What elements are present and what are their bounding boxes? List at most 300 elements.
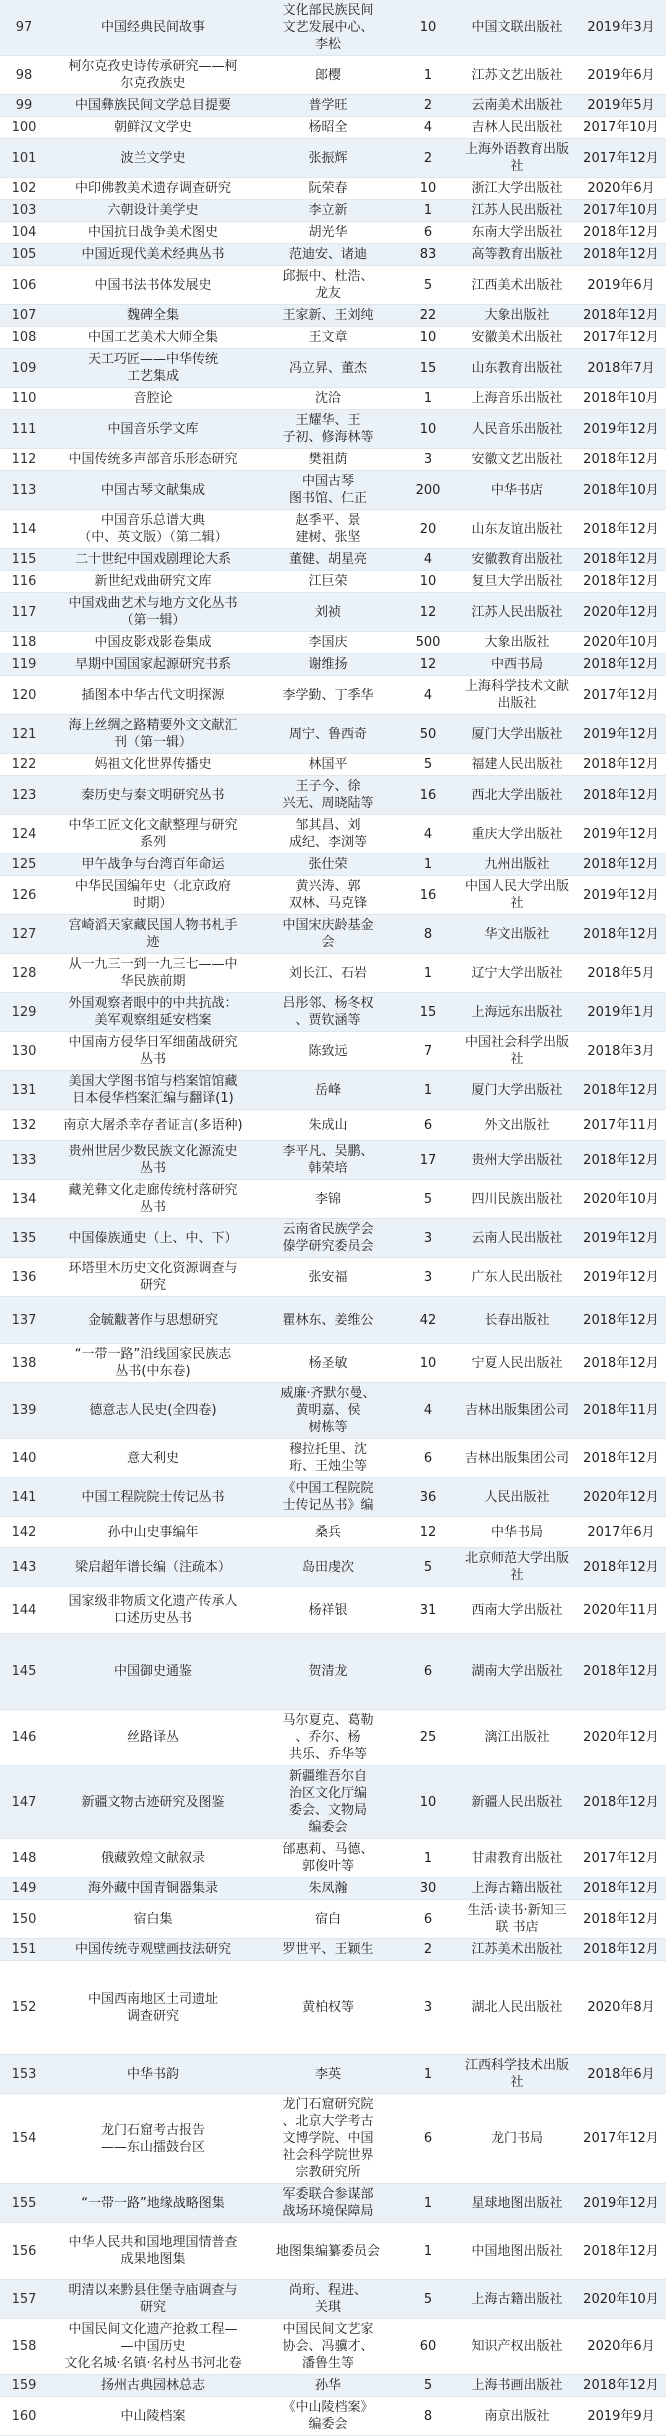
table-row (0, 1939, 666, 1961)
cell-author: 朱凤瀚 (258, 1878, 398, 1900)
cell-title: 二十世纪中国戏剧理论大系 (48, 549, 258, 571)
cell-pub: 江苏文艺出版社 (458, 56, 576, 95)
table-row (0, 1110, 666, 1141)
cell-date: 2018年12月 (576, 449, 666, 471)
cell-author: 新疆维吾尔自 治区文化厅编 委会、文物局 编委会 (258, 1766, 398, 1839)
cell-no: 115 (0, 549, 48, 571)
cell-vol: 60 (398, 2319, 458, 2375)
cell-title: “一带一路”沿线国家民族志 丛书(中东卷) (48, 1344, 258, 1383)
table-row (0, 654, 666, 676)
cell-author: 李立新 (258, 200, 398, 222)
cell-title: 中国工程院院士传记丛书 (48, 1478, 258, 1517)
cell-vol: 6 (398, 1900, 458, 1939)
table-row (0, 854, 666, 876)
cell-no: 105 (0, 244, 48, 266)
cell-no: 111 (0, 410, 48, 449)
cell-date: 2019年12月 (576, 876, 666, 915)
cell-vol: 3 (398, 449, 458, 471)
cell-author: 范迪安、诸迪 (258, 244, 398, 266)
cell-no: 152 (0, 1961, 48, 2055)
cell-author: 冯立昇、董杰 (258, 349, 398, 388)
cell-no: 158 (0, 2319, 48, 2375)
cell-title: 德意志人民史(全四卷) (48, 1383, 258, 1439)
cell-title: 中国书法书体发展史 (48, 266, 258, 305)
cell-author: 张安福 (258, 1258, 398, 1297)
cell-pub: 上海音乐出版社 (458, 388, 576, 410)
table-row (0, 954, 666, 993)
cell-no: 144 (0, 1587, 48, 1634)
cell-pub: 生活·读书·新知三联 书店 (458, 1900, 576, 1939)
cell-date: 2017年12月 (576, 676, 666, 715)
cell-author: 地图集编纂委员会 (258, 2223, 398, 2280)
table-row (0, 1710, 666, 1766)
table-row (0, 1900, 666, 1939)
cell-no: 160 (0, 2397, 48, 2436)
cell-pub: 贵州大学出版社 (458, 1141, 576, 1180)
cell-title: 六朝设计美学史 (48, 200, 258, 222)
table-row (0, 305, 666, 327)
cell-no: 125 (0, 854, 48, 876)
cell-pub: 重庆大学出版社 (458, 815, 576, 854)
cell-title: 明清以来黔县住堡寺庙调查与 研究 (48, 2280, 258, 2319)
cell-pub: 吉林出版集团公司 (458, 1439, 576, 1478)
cell-author: 桑兵 (258, 1517, 398, 1548)
cell-vol: 6 (398, 2094, 458, 2184)
cell-vol: 6 (398, 1439, 458, 1478)
cell-title: 中国近现代美术经典丛书 (48, 244, 258, 266)
cell-no: 116 (0, 571, 48, 593)
cell-title: “一带一路”地缘战略图集 (48, 2184, 258, 2223)
cell-author: 杨昭全 (258, 117, 398, 139)
cell-author: 刘长江、石岩 (258, 954, 398, 993)
cell-no: 122 (0, 754, 48, 776)
cell-title: 海上丝绸之路精要外文文献汇 刊（第一辑） (48, 715, 258, 754)
cell-vol: 4 (398, 676, 458, 715)
cell-no: 101 (0, 139, 48, 178)
cell-pub: 江西美术出版社 (458, 266, 576, 305)
cell-vol: 1 (398, 1071, 458, 1110)
cell-pub: 复旦大学出版社 (458, 571, 576, 593)
cell-title: 宿白集 (48, 1900, 258, 1939)
cell-author: 岳峰 (258, 1071, 398, 1110)
table-row (0, 1297, 666, 1344)
cell-title: 中国音乐学文库 (48, 410, 258, 449)
cell-date: 2019年3月 (576, 0, 666, 56)
cell-vol: 15 (398, 993, 458, 1032)
cell-date: 2018年5月 (576, 954, 666, 993)
cell-date: 2019年12月 (576, 715, 666, 754)
cell-no: 129 (0, 993, 48, 1032)
cell-no: 131 (0, 1071, 48, 1110)
cell-title: 从一九三一到一九三七——中 华民族前期 (48, 954, 258, 993)
cell-vol: 6 (398, 222, 458, 244)
cell-pub: 四川民族出版社 (458, 1180, 576, 1219)
table-row (0, 1961, 666, 2055)
table-row (0, 388, 666, 410)
cell-vol: 6 (398, 1110, 458, 1141)
cell-no: 119 (0, 654, 48, 676)
cell-title: 新世纪戏曲研究文库 (48, 571, 258, 593)
cell-title: 魏碑全集 (48, 305, 258, 327)
cell-date: 2018年12月 (576, 1634, 666, 1710)
cell-pub: 龙门书局 (458, 2094, 576, 2184)
cell-pub: 西北大学出版社 (458, 776, 576, 815)
cell-no: 137 (0, 1297, 48, 1344)
cell-no: 109 (0, 349, 48, 388)
table-row (0, 1587, 666, 1634)
cell-title: 中国彝族民间文学总目提要 (48, 95, 258, 117)
cell-no: 141 (0, 1478, 48, 1517)
table-row (0, 1766, 666, 1839)
cell-vol: 1 (398, 2184, 458, 2223)
cell-date: 2020年12月 (576, 1710, 666, 1766)
cell-author: 岛田虔次 (258, 1548, 398, 1587)
cell-pub: 上海科学技术文献 出版社 (458, 676, 576, 715)
table-row (0, 222, 666, 244)
cell-date: 2017年12月 (576, 1839, 666, 1878)
cell-no: 145 (0, 1634, 48, 1710)
cell-title: 中国经典民间故事 (48, 0, 258, 56)
cell-author: 沈洽 (258, 388, 398, 410)
cell-no: 150 (0, 1900, 48, 1939)
cell-date: 2018年10月 (576, 471, 666, 510)
cell-vol: 1 (398, 954, 458, 993)
cell-title: 早期中国国家起源研究书系 (48, 654, 258, 676)
cell-title: 美国大学图书馆与档案馆馆藏 日本侵华档案汇编与翻译(1) (48, 1071, 258, 1110)
table-row (0, 549, 666, 571)
table-row (0, 2319, 666, 2375)
cell-no: 106 (0, 266, 48, 305)
cell-date: 2018年12月 (576, 2223, 666, 2280)
table-row (0, 1383, 666, 1439)
table-row (0, 1839, 666, 1878)
cell-no: 98 (0, 56, 48, 95)
cell-title: 秦历史与秦文明研究丛书 (48, 776, 258, 815)
cell-date: 2018年12月 (576, 654, 666, 676)
cell-author: 朱成山 (258, 1110, 398, 1141)
cell-pub: 上海古籍出版社 (458, 1878, 576, 1900)
cell-author: 张仕荣 (258, 854, 398, 876)
cell-pub: 大象出版社 (458, 632, 576, 654)
cell-pub: 外文出版社 (458, 1110, 576, 1141)
table-row (0, 1517, 666, 1548)
cell-date: 2019年12月 (576, 815, 666, 854)
cell-vol: 31 (398, 1587, 458, 1634)
cell-pub: 大象出版社 (458, 305, 576, 327)
cell-title: 音腔论 (48, 388, 258, 410)
cell-title: 国家级非物质文化遗产传承人 口述历史丛书 (48, 1587, 258, 1634)
cell-vol: 16 (398, 876, 458, 915)
cell-vol: 17 (398, 1141, 458, 1180)
cell-title: 中印佛教美术遗存调查研究 (48, 178, 258, 200)
table-row (0, 1141, 666, 1180)
table-row (0, 2375, 666, 2397)
cell-title: 中国传统多声部音乐形态研究 (48, 449, 258, 471)
cell-pub: 中国社会科学出版社 (458, 1032, 576, 1071)
cell-no: 132 (0, 1110, 48, 1141)
cell-vol: 4 (398, 815, 458, 854)
cell-author: 赵季平、景 建树、张坚 (258, 510, 398, 549)
cell-date: 2017年12月 (576, 139, 666, 178)
cell-title: 中华民国编年史（北京政府 时期） (48, 876, 258, 915)
cell-vol: 2 (398, 95, 458, 117)
cell-author: 文化部民族民间 文艺发展中心、 李松 (258, 0, 398, 56)
cell-pub: 江苏人民出版社 (458, 200, 576, 222)
cell-vol: 10 (398, 410, 458, 449)
table-row (0, 0, 666, 56)
cell-no: 121 (0, 715, 48, 754)
cell-vol: 10 (398, 1344, 458, 1383)
cell-pub: 上海外语教育出版社 (458, 139, 576, 178)
cell-no: 153 (0, 2055, 48, 2094)
cell-vol: 4 (398, 117, 458, 139)
cell-author: 尚珩、程进、 关琪 (258, 2280, 398, 2319)
cell-author: 龙门石窟研究院 、北京大学考古 文博学院、中国 社会科学院世界 宗教研究所 (258, 2094, 398, 2184)
cell-title: 插图本中华古代文明探源 (48, 676, 258, 715)
cell-no: 151 (0, 1939, 48, 1961)
cell-pub: 新疆人民出版社 (458, 1766, 576, 1839)
cell-no: 103 (0, 200, 48, 222)
table-row (0, 139, 666, 178)
cell-vol: 500 (398, 632, 458, 654)
cell-title: 中国抗日战争美术图史 (48, 222, 258, 244)
cell-author: 穆拉托里、沈 珩、王烛尘等 (258, 1439, 398, 1478)
table-row (0, 449, 666, 471)
cell-date: 2018年12月 (576, 1939, 666, 1961)
cell-author: 李英 (258, 2055, 398, 2094)
cell-date: 2019年5月 (576, 95, 666, 117)
cell-author: 郎樱 (258, 56, 398, 95)
cell-title: 藏羌彝文化走廊传统村落研究 丛书 (48, 1180, 258, 1219)
cell-pub: 湖南大学出版社 (458, 1634, 576, 1710)
cell-title: 中国皮影戏影卷集成 (48, 632, 258, 654)
cell-date: 2018年12月 (576, 2375, 666, 2397)
cell-pub: 广东人民出版社 (458, 1258, 576, 1297)
cell-no: 114 (0, 510, 48, 549)
cell-date: 2018年12月 (576, 754, 666, 776)
cell-pub: 湖北人民出版社 (458, 1961, 576, 2055)
cell-title: 中华工匠文化文献整理与研究 系列 (48, 815, 258, 854)
cell-pub: 星球地图出版社 (458, 2184, 576, 2223)
cell-title: 环塔里木历史文化资源调查与 研究 (48, 1258, 258, 1297)
cell-no: 110 (0, 388, 48, 410)
cell-author: 罗世平、王颖生 (258, 1939, 398, 1961)
cell-title: 朝鲜汉文学史 (48, 117, 258, 139)
cell-date: 2018年12月 (576, 1141, 666, 1180)
cell-title: 甲午战争与台湾百年命运 (48, 854, 258, 876)
cell-vol: 1 (398, 200, 458, 222)
cell-date: 2018年12月 (576, 1900, 666, 1939)
table-row (0, 1032, 666, 1071)
cell-pub: 北京师范大学出版社 (458, 1548, 576, 1587)
table-row (0, 200, 666, 222)
cell-date: 2018年12月 (576, 1439, 666, 1478)
cell-vol: 5 (398, 2280, 458, 2319)
table-row (0, 471, 666, 510)
cell-vol: 20 (398, 510, 458, 549)
cell-no: 108 (0, 327, 48, 349)
cell-title: 中国南方侵华日军细菌战研究 丛书 (48, 1032, 258, 1071)
cell-author: 贺清龙 (258, 1634, 398, 1710)
cell-author: 邰惠莉、马德、 郭俊叶等 (258, 1839, 398, 1878)
cell-pub: 甘肃教育出版社 (458, 1839, 576, 1878)
cell-vol: 36 (398, 1478, 458, 1517)
cell-date: 2018年11月 (576, 1383, 666, 1439)
cell-no: 149 (0, 1878, 48, 1900)
cell-no: 130 (0, 1032, 48, 1071)
cell-author: 《中国工程院院 士传记丛书》编 (258, 1478, 398, 1517)
cell-vol: 3 (398, 1219, 458, 1258)
cell-date: 2018年12月 (576, 854, 666, 876)
cell-no: 136 (0, 1258, 48, 1297)
cell-no: 127 (0, 915, 48, 954)
cell-no: 155 (0, 2184, 48, 2223)
cell-vol: 16 (398, 776, 458, 815)
table-row (0, 1634, 666, 1710)
cell-date: 2018年10月 (576, 388, 666, 410)
cell-title: 金毓黻著作与思想研究 (48, 1297, 258, 1344)
cell-no: 118 (0, 632, 48, 654)
cell-no: 124 (0, 815, 48, 854)
cell-vol: 3 (398, 1961, 458, 2055)
table-row (0, 56, 666, 95)
cell-author: 刘祯 (258, 593, 398, 632)
cell-no: 147 (0, 1766, 48, 1839)
cell-vol: 10 (398, 1766, 458, 1839)
table-row (0, 632, 666, 654)
cell-title: 中国古琴文献集成 (48, 471, 258, 510)
cell-no: 104 (0, 222, 48, 244)
cell-no: 99 (0, 95, 48, 117)
table-row (0, 2055, 666, 2094)
cell-no: 128 (0, 954, 48, 993)
cell-title: 天工巧匠——中华传统 工艺集成 (48, 349, 258, 388)
cell-pub: 人民音乐出版社 (458, 410, 576, 449)
cell-pub: 山东友谊出版社 (458, 510, 576, 549)
table-row (0, 2184, 666, 2223)
cell-no: 123 (0, 776, 48, 815)
cell-vol: 2 (398, 1939, 458, 1961)
cell-pub: 吉林人民出版社 (458, 117, 576, 139)
table-row (0, 915, 666, 954)
table-row (0, 1180, 666, 1219)
cell-pub: 中国文联出版社 (458, 0, 576, 56)
cell-pub: 云南美术出版社 (458, 95, 576, 117)
cell-author: 邹其昌、刘 成纪、李浏等 (258, 815, 398, 854)
cell-vol: 1 (398, 854, 458, 876)
table-row (0, 410, 666, 449)
table-row (0, 1344, 666, 1383)
cell-no: 102 (0, 178, 48, 200)
cell-title: 中国民间文化遗产抢救工程— —中国历史 文化名城·名镇·名村丛书河北卷 (48, 2319, 258, 2375)
cell-no: 142 (0, 1517, 48, 1548)
cell-pub: 辽宁大学出版社 (458, 954, 576, 993)
cell-pub: 山东教育出版社 (458, 349, 576, 388)
cell-date: 2018年12月 (576, 1878, 666, 1900)
cell-title: 孙中山史事编年 (48, 1517, 258, 1548)
cell-pub: 江苏人民出版社 (458, 593, 576, 632)
cell-pub: 南京出版社 (458, 2397, 576, 2436)
cell-author: 孙华 (258, 2375, 398, 2397)
cell-no: 156 (0, 2223, 48, 2280)
cell-date: 2019年12月 (576, 2184, 666, 2223)
cell-vol: 22 (398, 305, 458, 327)
cell-no: 135 (0, 1219, 48, 1258)
table-row (0, 993, 666, 1032)
cell-vol: 50 (398, 715, 458, 754)
cell-date: 2017年11月 (576, 1110, 666, 1141)
cell-vol: 5 (398, 1180, 458, 1219)
table-row (0, 1439, 666, 1478)
cell-vol: 10 (398, 178, 458, 200)
cell-vol: 12 (398, 654, 458, 676)
table-row (0, 1478, 666, 1517)
cell-author: 中国民间文艺家 协会、冯骥才、 潘鲁生等 (258, 2319, 398, 2375)
table-row (0, 95, 666, 117)
cell-author: 瞿林东、姜维公 (258, 1297, 398, 1344)
cell-date: 2019年12月 (576, 1219, 666, 1258)
cell-author: 李国庆 (258, 632, 398, 654)
cell-pub: 上海远东出版社 (458, 993, 576, 1032)
cell-pub: 中西书局 (458, 654, 576, 676)
cell-title: 贵州世居少数民族文化源流史 丛书 (48, 1141, 258, 1180)
cell-vol: 25 (398, 1710, 458, 1766)
table-row (0, 1878, 666, 1900)
cell-title: 俄藏敦煌文献叙录 (48, 1839, 258, 1878)
cell-title: 梁启超年谱长编（注疏本） (48, 1548, 258, 1587)
cell-author: 杨圣敏 (258, 1344, 398, 1383)
cell-date: 2018年12月 (576, 1548, 666, 1587)
cell-vol: 1 (398, 2223, 458, 2280)
cell-date: 2019年6月 (576, 266, 666, 305)
table-row (0, 117, 666, 139)
cell-title: 中国戏曲艺术与地方文化丛书 （第一辑） (48, 593, 258, 632)
cell-date: 2018年12月 (576, 305, 666, 327)
table-row (0, 178, 666, 200)
cell-pub: 浙江大学出版社 (458, 178, 576, 200)
table-row (0, 327, 666, 349)
cell-author: 董健、胡星亮 (258, 549, 398, 571)
cell-vol: 10 (398, 327, 458, 349)
cell-author: 李学勤、丁季华 (258, 676, 398, 715)
cell-no: 120 (0, 676, 48, 715)
cell-date: 2017年12月 (576, 2094, 666, 2184)
cell-pub: 安徽美术出版社 (458, 327, 576, 349)
cell-date: 2020年6月 (576, 2319, 666, 2375)
cell-no: 117 (0, 593, 48, 632)
cell-date: 2017年10月 (576, 117, 666, 139)
cell-no: 134 (0, 1180, 48, 1219)
table-row (0, 876, 666, 915)
cell-title: 中国傣族通史（上、中、下） (48, 1219, 258, 1258)
cell-date: 2018年12月 (576, 1344, 666, 1383)
cell-author: 吕彤邻、杨冬权 、贾钦涵等 (258, 993, 398, 1032)
cell-vol: 8 (398, 2397, 458, 2436)
cell-title: 意大利史 (48, 1439, 258, 1478)
cell-author: 马尔夏克、葛勒 、乔尔、杨 共乐、乔华等 (258, 1710, 398, 1766)
cell-vol: 1 (398, 56, 458, 95)
cell-author: 王家新、王刘纯 (258, 305, 398, 327)
cell-author: 张振辉 (258, 139, 398, 178)
cell-date: 2018年3月 (576, 1032, 666, 1071)
cell-title: 中山陵档案 (48, 2397, 258, 2436)
table-row (0, 593, 666, 632)
cell-no: 107 (0, 305, 48, 327)
cell-date: 2018年12月 (576, 1071, 666, 1110)
cell-vol: 10 (398, 571, 458, 593)
cell-title: 龙门石窟考古报告 ——东山擂鼓台区 (48, 2094, 258, 2184)
cell-no: 126 (0, 876, 48, 915)
